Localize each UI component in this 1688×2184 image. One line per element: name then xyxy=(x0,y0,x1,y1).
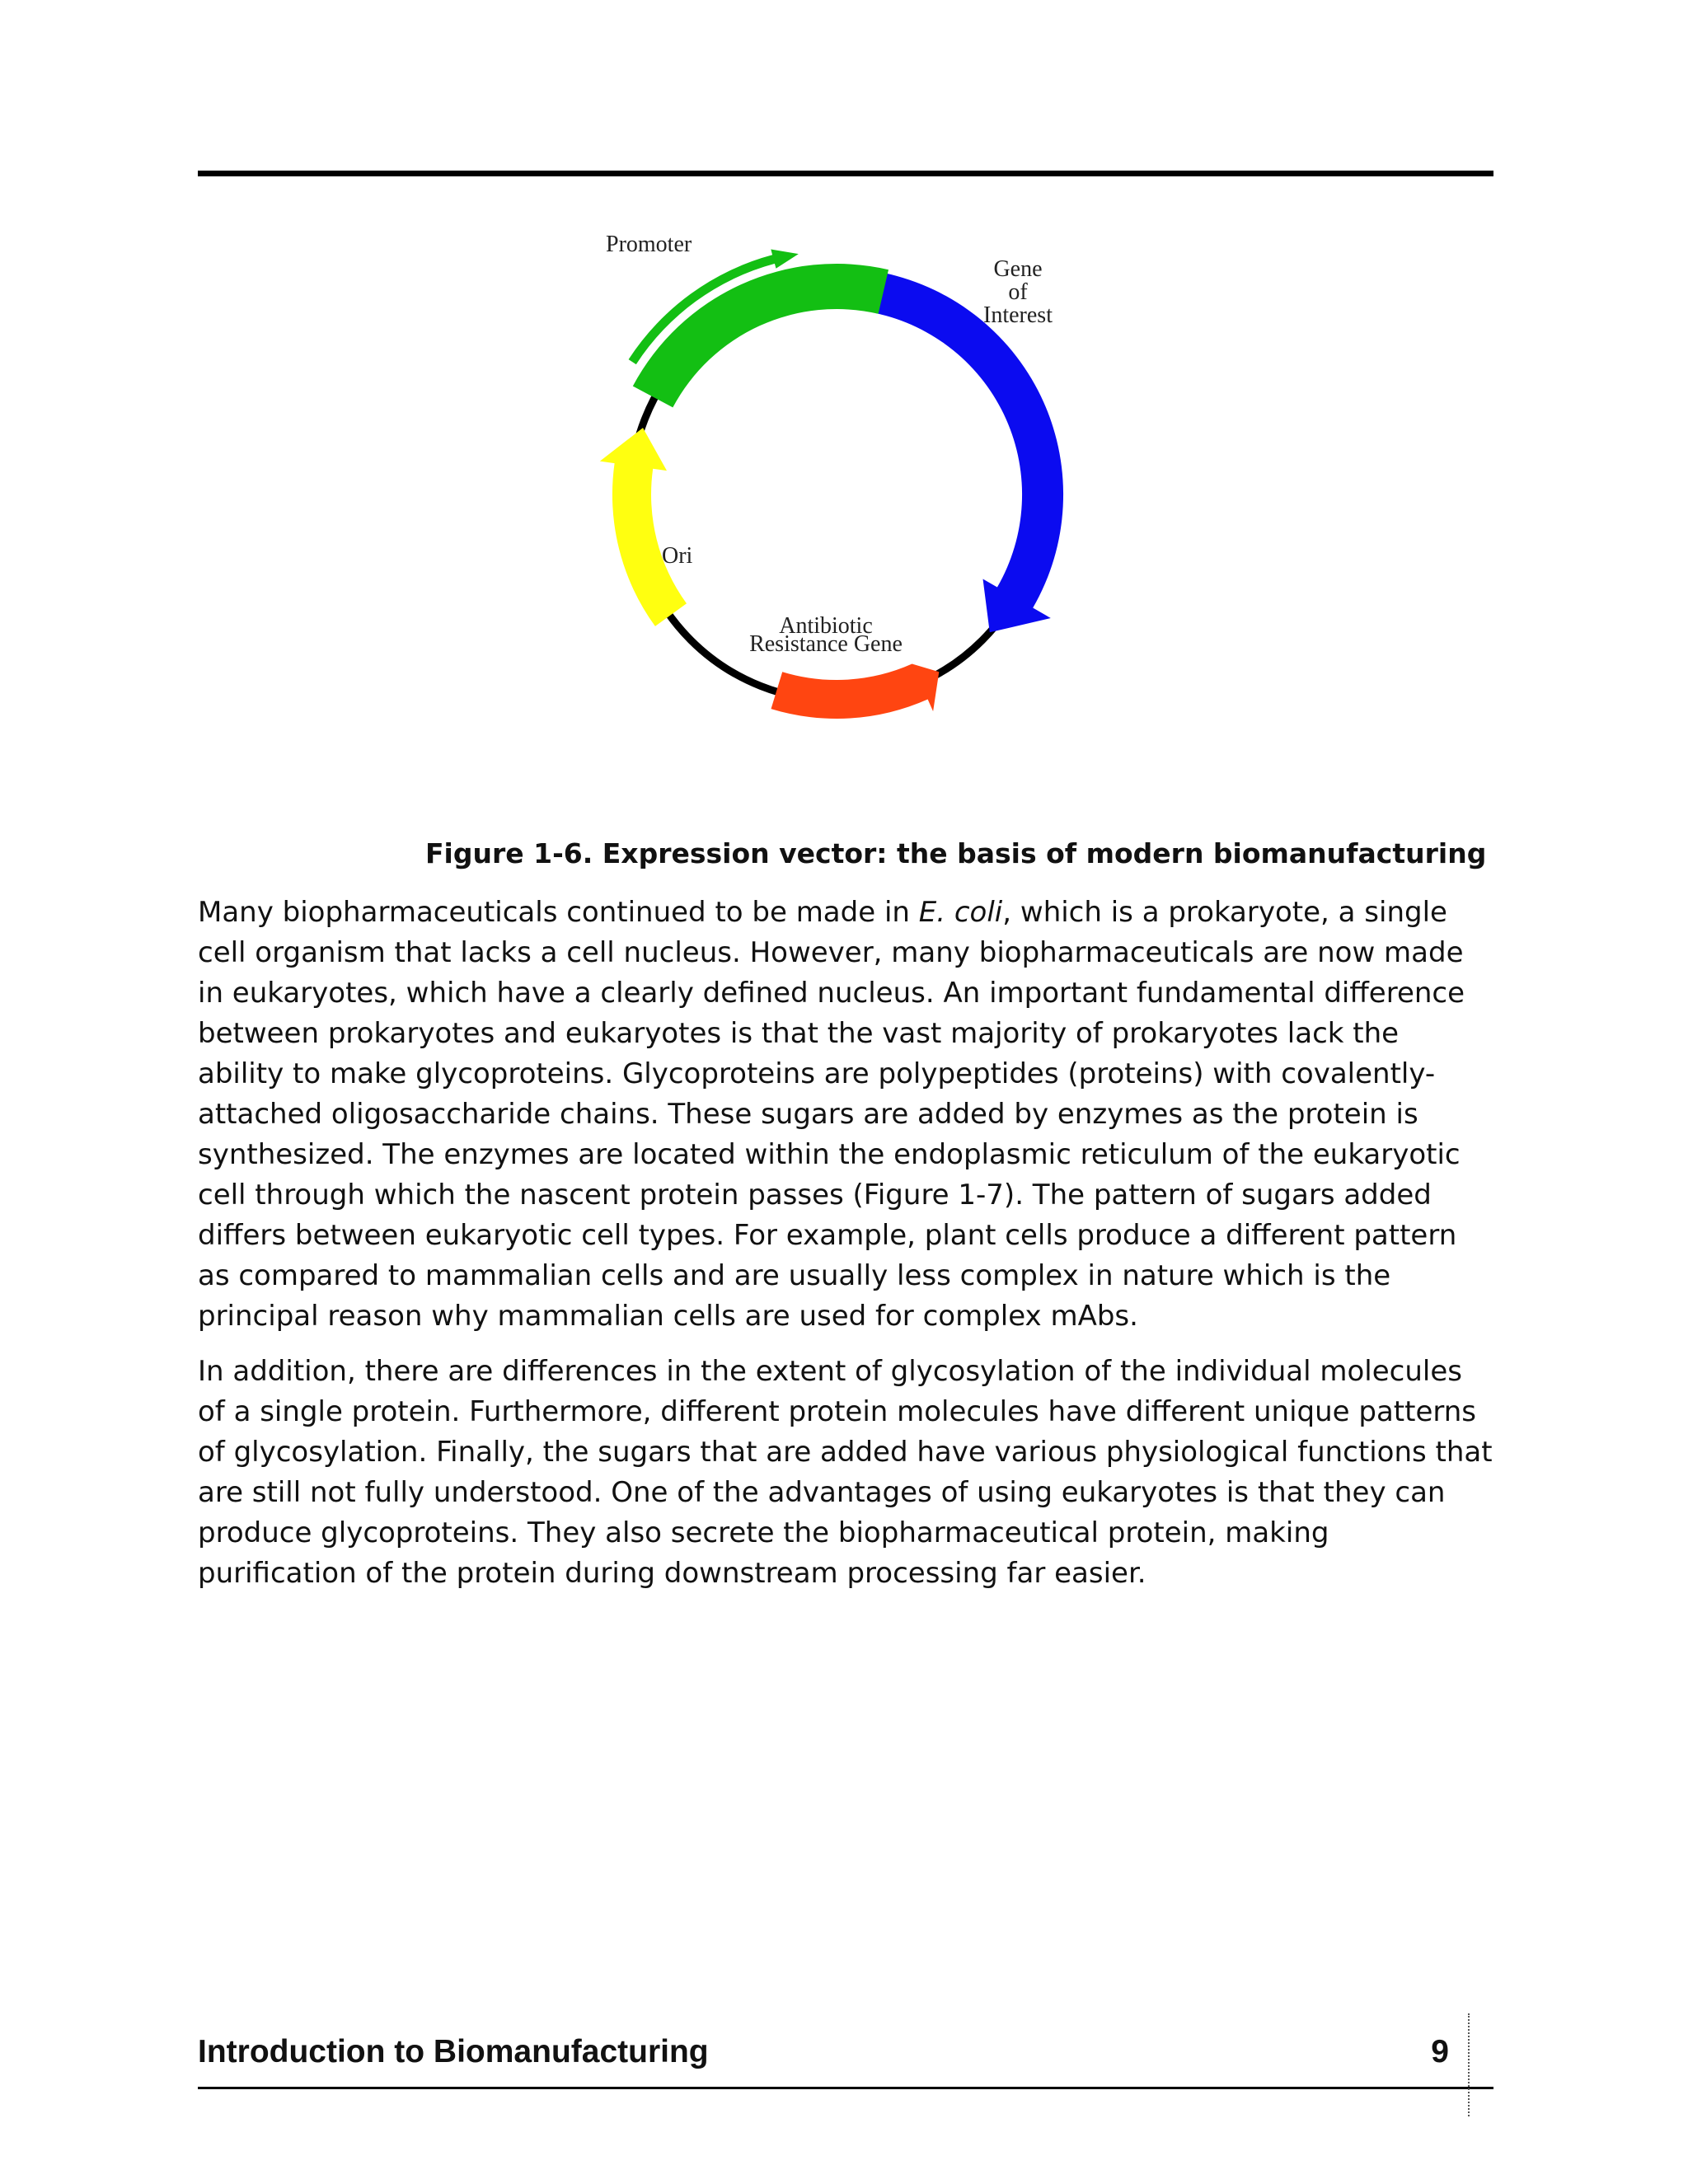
expression-vector-figure xyxy=(569,223,1096,750)
ori-label: Ori xyxy=(662,543,693,569)
gene-label-line1: Gene xyxy=(993,256,1043,282)
antibiotic-label-line1: Antibiotic xyxy=(779,613,873,639)
footer-title: Introduction to Biomanufacturing xyxy=(198,2034,709,2069)
page-number: 9 xyxy=(1431,2034,1449,2069)
promoter-label: Promoter xyxy=(606,232,692,257)
footer-rule xyxy=(198,2087,1493,2089)
paragraph-1-rest: , which is a prokaryote, a single cell organism that lacks a cell nucleus. However, many biopharmaceuticals are now made in eukaryotes, which have a clearly defined nucleus. An important fundamental difference between prokaryotes and eukaryotes is that the vast majority of prokaryotes lack the ability to make glycoproteins. Glycoproteins are polypeptides (proteins) with covalently-attached oligosaccharide chains. These sugars are added by enzymes as the protein is synthesized. The enzymes are located within the endoplasmic reticulum of the eukaryotic cell through which the nascent protein passes (Figure 1-7). The pattern of sugars added differs between eukaryotic cell types. For example, plant cells produce a different pattern as compared to mammalian cells and are usually less complex in nature which is the principal reason why mammalian cells are used for complex mAbs. xyxy=(198,896,1465,1333)
footer-margin-dots xyxy=(1468,2013,1470,2116)
gene-label-line2: of xyxy=(1008,279,1028,305)
figure-caption: Figure 1-6. Expression vector: the basis of modern biomanufacturing xyxy=(425,837,1487,869)
antibiotic-label-line2: Resistance Gene xyxy=(749,631,903,657)
ori-segment xyxy=(600,428,687,626)
gene-label-line3: Interest xyxy=(983,302,1053,328)
paragraph-1 xyxy=(198,893,1493,1337)
paragraph-1-italic: E. coli xyxy=(918,896,1003,929)
antibiotic-resistance-segment xyxy=(771,664,940,719)
body-text xyxy=(198,893,1493,1609)
promoter-segment xyxy=(633,264,889,407)
plasmid-diagram xyxy=(569,223,1096,750)
paragraph-2: In addition, there are differences in the extent of glycosylation of the individual molecules of a single protein. Furthermore, different protein molecules have different unique patterns of glycosylation. Finally, the sugars that are added have various physiological functions that are still not fully understood. One of the advantages of using eukaryotes is that they can produce glycoproteins. They also secrete the biopharmaceutical protein, making purification of the protein during downstream processing far easier. xyxy=(198,1355,1493,1590)
paragraph-1-start: Many biopharmaceuticals continued to be made in xyxy=(198,896,919,929)
header-rule xyxy=(198,171,1493,176)
